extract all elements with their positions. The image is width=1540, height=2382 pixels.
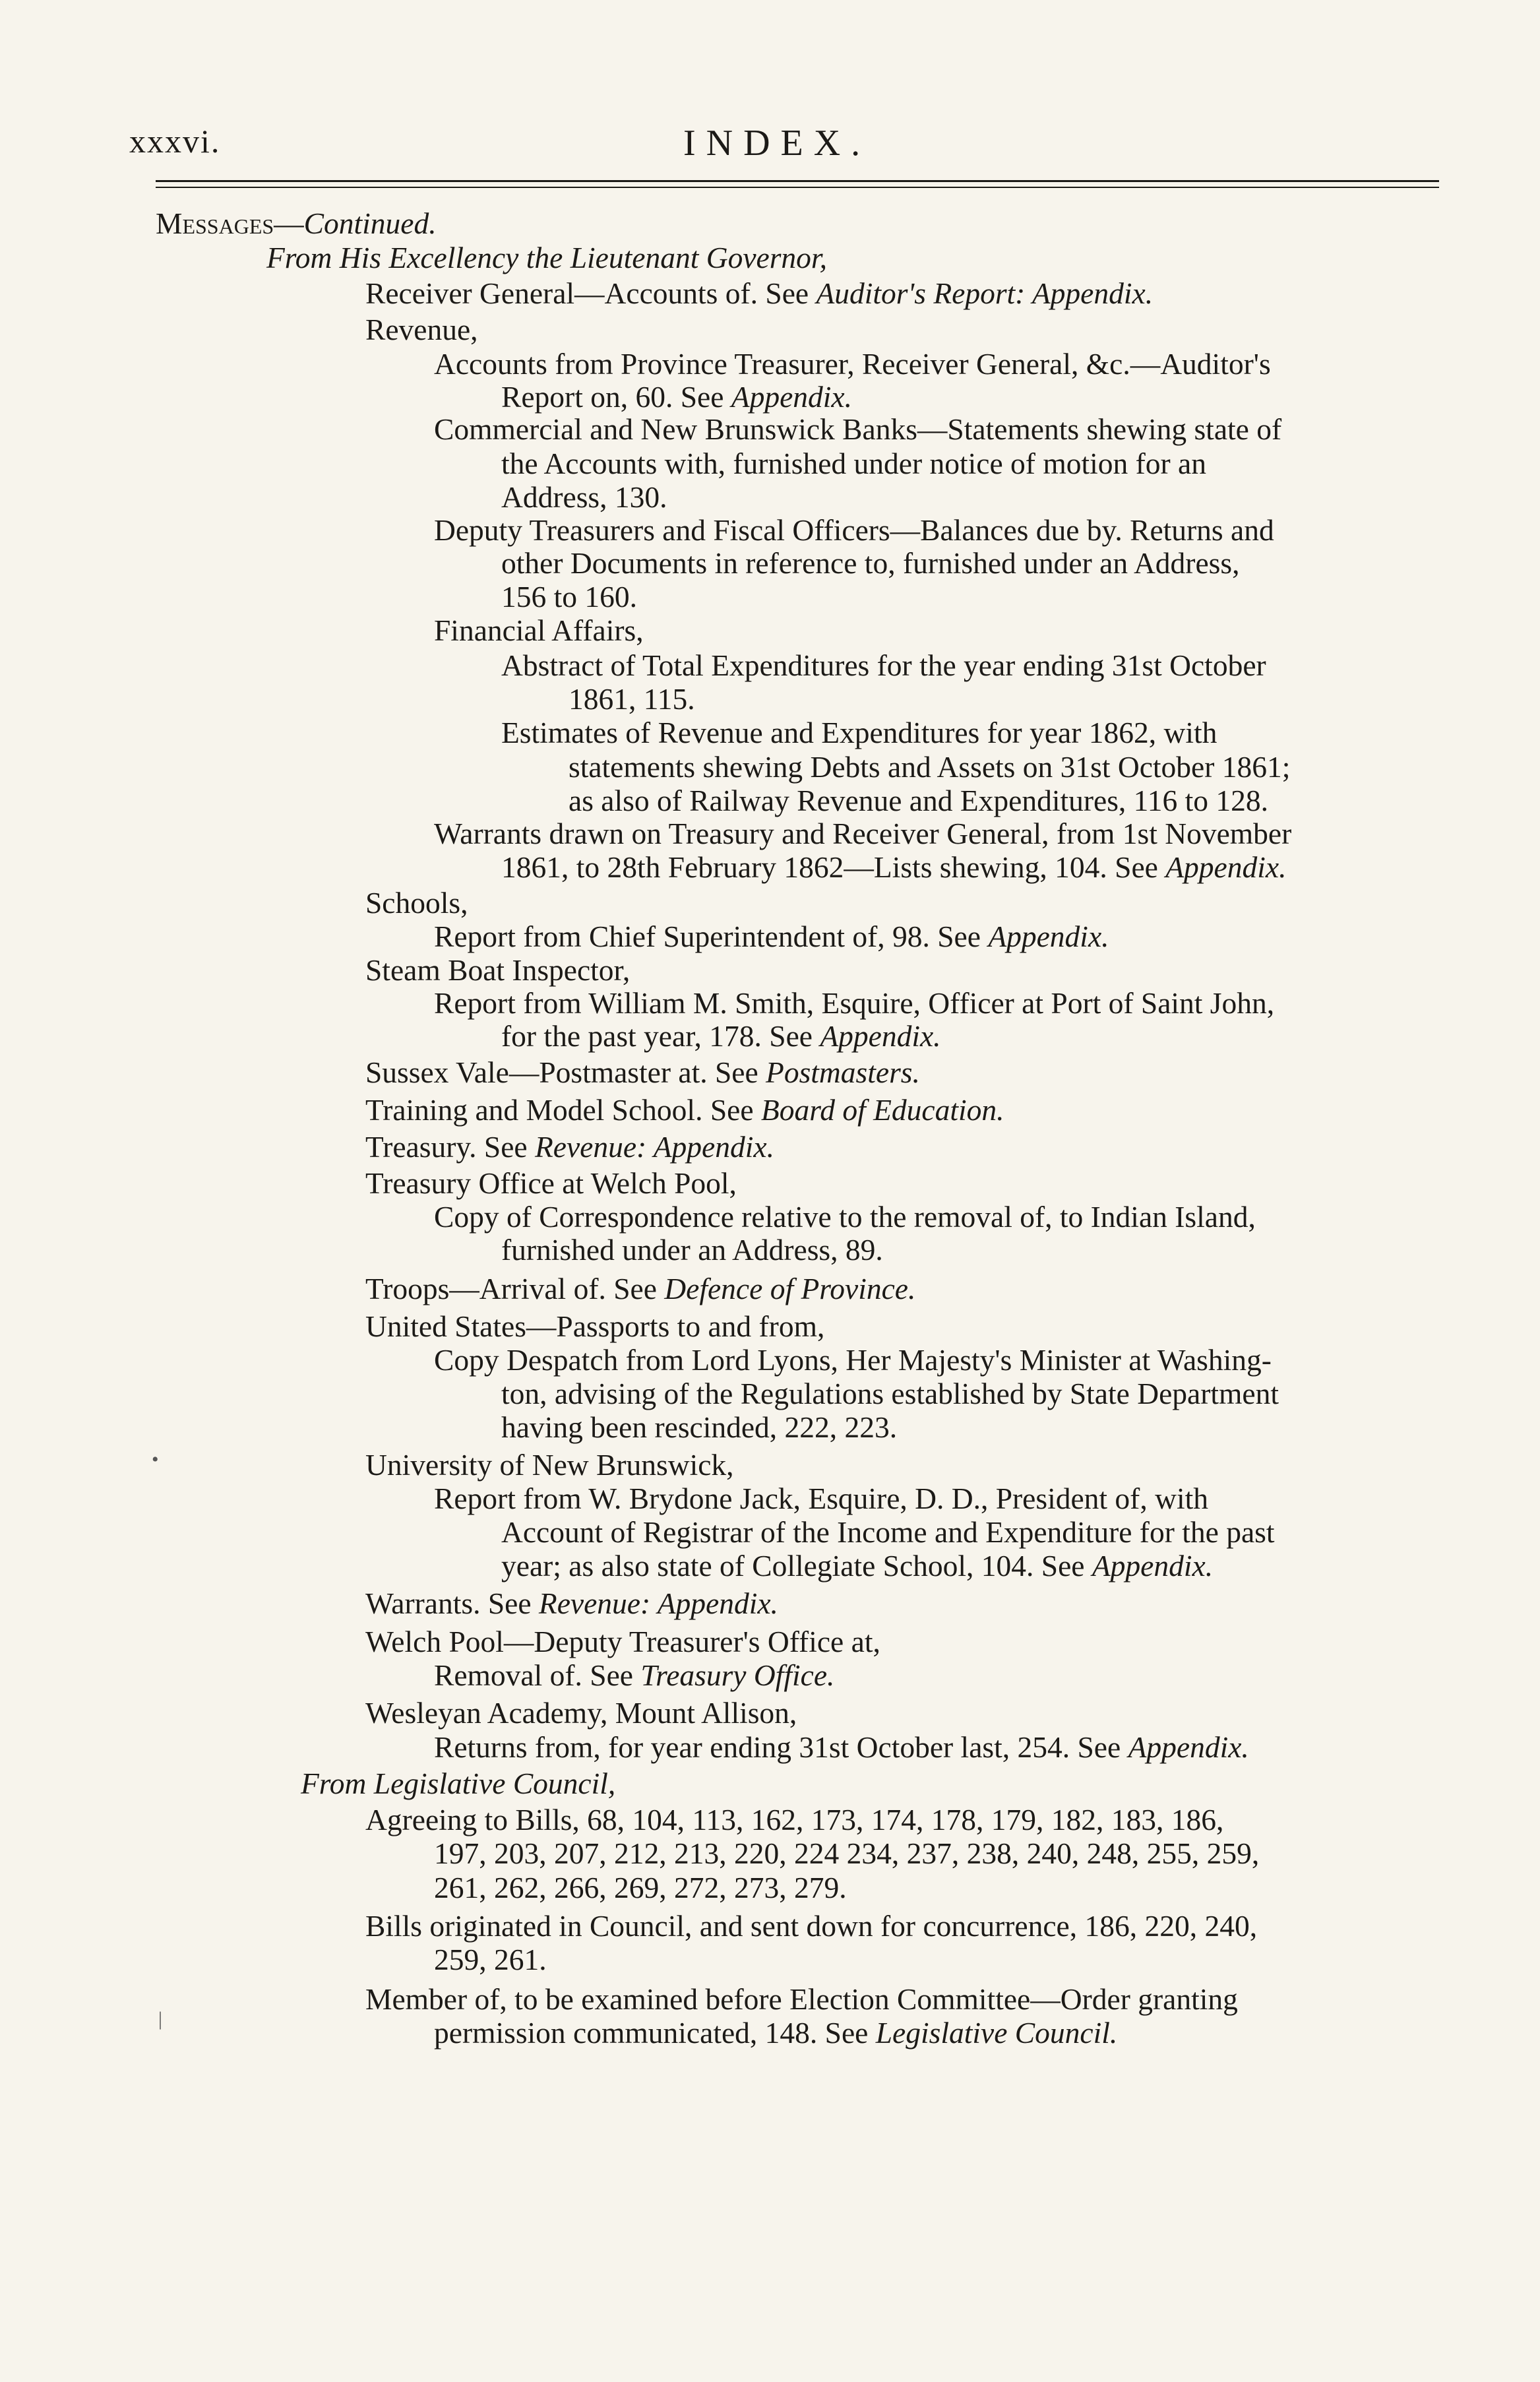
- index-line-text: Report from William M. Smith, Esquire, Officer at Port of Saint John,: [434, 986, 1275, 1020]
- index-line: [365, 1092, 1004, 1128]
- index-line-text: Appendix.: [731, 380, 852, 414]
- index-line: [434, 2015, 1117, 2051]
- index-line-text: —: [274, 206, 304, 240]
- index-line: [365, 1166, 737, 1201]
- index-line: [501, 579, 637, 615]
- index-line-text: Member of, to be examined before Election Committee—Order granting: [365, 1982, 1238, 2016]
- index-line: [434, 816, 1291, 852]
- index-line: [501, 715, 1217, 751]
- index-line-text: Appendix.: [820, 1019, 941, 1053]
- index-line-text: Continued.: [303, 206, 437, 240]
- index-line: [365, 1982, 1238, 2017]
- index-line-text: Schools,: [365, 886, 468, 920]
- index-line-text: having been rescinded, 222, 223.: [501, 1410, 898, 1444]
- index-line: [501, 1232, 883, 1268]
- index-line-text: for the past year, 178. See: [501, 1019, 820, 1053]
- index-line: [365, 1309, 824, 1344]
- index-line-text: Deputy Treasurers and Fiscal Officers—Balances due by. Returns and: [434, 513, 1274, 547]
- index-line: [365, 1802, 1223, 1838]
- index-line-text: Removal of. See: [434, 1658, 641, 1692]
- index-line: [434, 1870, 847, 1906]
- index-line-text: Appendix.: [1128, 1730, 1249, 1764]
- index-line: [569, 681, 695, 717]
- index-line-text: Treasury. See: [365, 1130, 535, 1164]
- index-line: [266, 240, 827, 276]
- index-line-text: 1861, to 28th February 1862—Lists shewing, 104. See: [501, 850, 1166, 884]
- index-line-text: Address, 130.: [501, 480, 667, 514]
- index-line-text: Estimates of Revenue and Expenditures for year 1862, with: [501, 716, 1217, 749]
- index-line: [434, 1942, 547, 1978]
- index-line: [434, 1730, 1249, 1765]
- index-line-text: Troops—Arrival of. See: [365, 1272, 665, 1305]
- index-line: [365, 1908, 1257, 1944]
- index-line: [501, 480, 667, 515]
- index-line: [434, 346, 1271, 382]
- index-line-text: Warrants drawn on Treasury and Receiver General, from 1st November: [434, 817, 1292, 850]
- index-line-text: Steam Boat Inspector,: [365, 953, 631, 987]
- page-header: [0, 122, 1540, 168]
- index-line-text: Financial Affairs,: [434, 613, 644, 647]
- index-line-text: statements shewing Debts and Assets on 31st October 1861;: [569, 750, 1291, 784]
- index-line-text: 261, 262, 266, 269, 272, 273, 279.: [434, 1871, 847, 1904]
- index-line-text: Postmasters.: [766, 1055, 920, 1089]
- index-line: [434, 1658, 834, 1693]
- index-line: [156, 206, 437, 241]
- index-line-text: Copy of Correspondence relative to the removal of, to Indian Island,: [434, 1200, 1256, 1234]
- index-line-text: 197, 203, 207, 212, 213, 220, 224 234, 237, 238, 240, 248, 255, 259,: [434, 1836, 1260, 1870]
- index-line-text: Board of Education.: [760, 1093, 1004, 1127]
- index-line: [501, 546, 1239, 581]
- index-line: [434, 1836, 1259, 1871]
- index-line-text: Training and Model School. See: [365, 1093, 761, 1127]
- index-line: [434, 1199, 1256, 1235]
- index-line-text: Revenue,: [365, 313, 478, 346]
- index-line-text: From His Excellency the Lieutenant Governor,: [266, 241, 827, 274]
- index-line-text: year; as also state of Collegiate School, 104. See: [501, 1549, 1092, 1583]
- index-line: [434, 919, 1109, 955]
- header-rule-top: [156, 180, 1439, 182]
- index-line-text: Abstract of Total Expenditures for the year ending 31st October: [501, 648, 1266, 682]
- index-line-text: Report from Chief Superintendent of, 98. See: [434, 920, 989, 953]
- index-line-text: Report on, 60. See: [501, 380, 731, 414]
- index-line: [501, 1548, 1213, 1584]
- index-line: [365, 1586, 778, 1621]
- index-line-text: Appendix.: [988, 920, 1109, 953]
- index-line-text: Receiver General—Accounts of. See: [365, 276, 816, 310]
- index-line-text: 259, 261.: [434, 1943, 547, 1976]
- index-line-text: Defence of Province.: [664, 1272, 916, 1305]
- index-line-text: Warrants. See: [365, 1586, 539, 1620]
- index-line-text: Returns from, for year ending 31st October last, 254. See: [434, 1730, 1128, 1764]
- index-line: [301, 1766, 615, 1802]
- index-line-text: 156 to 160.: [501, 580, 638, 613]
- index-line-text: ton, advising of the Regulations established by State Department: [501, 1377, 1279, 1410]
- index-line: [365, 953, 630, 988]
- index-line: [365, 885, 468, 921]
- index-line-text: Treasury Office at Welch Pool,: [365, 1166, 737, 1200]
- index-line: [434, 986, 1274, 1021]
- page-number: xxxvi.: [129, 123, 221, 160]
- index-line: [434, 613, 644, 648]
- index-line-text: Bills originated in Council, and sent down for concurrence, 186, 220, 240,: [365, 1909, 1258, 1943]
- index-line: [434, 1342, 1272, 1378]
- index-line-text: Report from W. Brydone Jack, Esquire, D. D., President of, with: [434, 1482, 1208, 1515]
- index-line: [365, 1447, 734, 1483]
- index-line-text: Welch Pool—Deputy Treasurer's Office at,: [365, 1625, 880, 1658]
- index-line-text: 1861, 115.: [569, 682, 695, 716]
- index-line-text: From Legislative Council,: [301, 1767, 616, 1800]
- index-line-text: Accounts from Province Treasurer, Receiver General, &c.—Auditor's: [434, 347, 1271, 381]
- index-line: [365, 1624, 880, 1660]
- index-line: [569, 749, 1290, 785]
- index-line-text: Copy Despatch from Lord Lyons, Her Majesty's Minister at Washing-: [434, 1343, 1272, 1377]
- index-line-text: United States—Passports to and from,: [365, 1309, 825, 1343]
- index-line-text: Commercial and New Brunswick Banks—Statements shewing state of: [434, 412, 1282, 446]
- index-line: [365, 1129, 774, 1165]
- index-line-text: as also of Railway Revenue and Expenditures, 116 to 128.: [569, 784, 1269, 817]
- index-line: [434, 513, 1274, 548]
- margin-tick: |: [158, 2008, 163, 2030]
- header-rule-bottom: [156, 187, 1439, 188]
- page-title: INDEX.: [683, 123, 871, 164]
- index-line: [365, 312, 478, 348]
- index-line: [434, 412, 1281, 447]
- index-line-text: Messages: [156, 206, 274, 240]
- index-line: [365, 1271, 915, 1307]
- index-line: [501, 1515, 1275, 1550]
- margin-dot: •: [152, 1449, 159, 1470]
- index-line: [569, 783, 1268, 819]
- index-line-text: permission communicated, 148. See: [434, 2016, 876, 2050]
- index-line-text: furnished under an Address, 89.: [501, 1233, 883, 1267]
- index-line-text: Sussex Vale—Postmaster at. See: [365, 1055, 766, 1089]
- index-line-text: University of New Brunswick,: [365, 1448, 734, 1482]
- index-line: [501, 446, 1206, 482]
- index-line: [501, 850, 1286, 885]
- index-line-text: the Accounts with, furnished under notice of motion for an: [501, 447, 1207, 480]
- index-line: [365, 276, 1153, 311]
- index-line-text: Revenue: Appendix.: [538, 1586, 778, 1620]
- index-line: [501, 648, 1266, 683]
- index-line-text: Agreeing to Bills, 68, 104, 113, 162, 173, 174, 178, 179, 182, 183, 186,: [365, 1803, 1224, 1836]
- index-line-text: Legislative Council.: [875, 2016, 1118, 2050]
- index-line: [501, 1410, 897, 1445]
- index-line-text: Account of Registrar of the Income and Expenditure for the past: [501, 1515, 1275, 1549]
- index-line-text: Wesleyan Academy, Mount Allison,: [365, 1696, 797, 1730]
- index-line: [365, 1695, 797, 1731]
- index-line: [501, 1019, 941, 1054]
- index-line-text: Revenue: Appendix.: [534, 1130, 774, 1164]
- index-line-text: Appendix.: [1165, 850, 1287, 884]
- index-line: [501, 379, 852, 415]
- index-line-text: Auditor's Report: Appendix.: [816, 276, 1154, 310]
- index-line: [365, 1055, 920, 1090]
- index-line-text: other Documents in reference to, furnished under an Address,: [501, 546, 1240, 580]
- index-line-text: Appendix.: [1092, 1549, 1214, 1583]
- index-line: [434, 1481, 1208, 1517]
- index-line-text: Treasury Office.: [640, 1658, 835, 1692]
- index-line: [501, 1376, 1279, 1412]
